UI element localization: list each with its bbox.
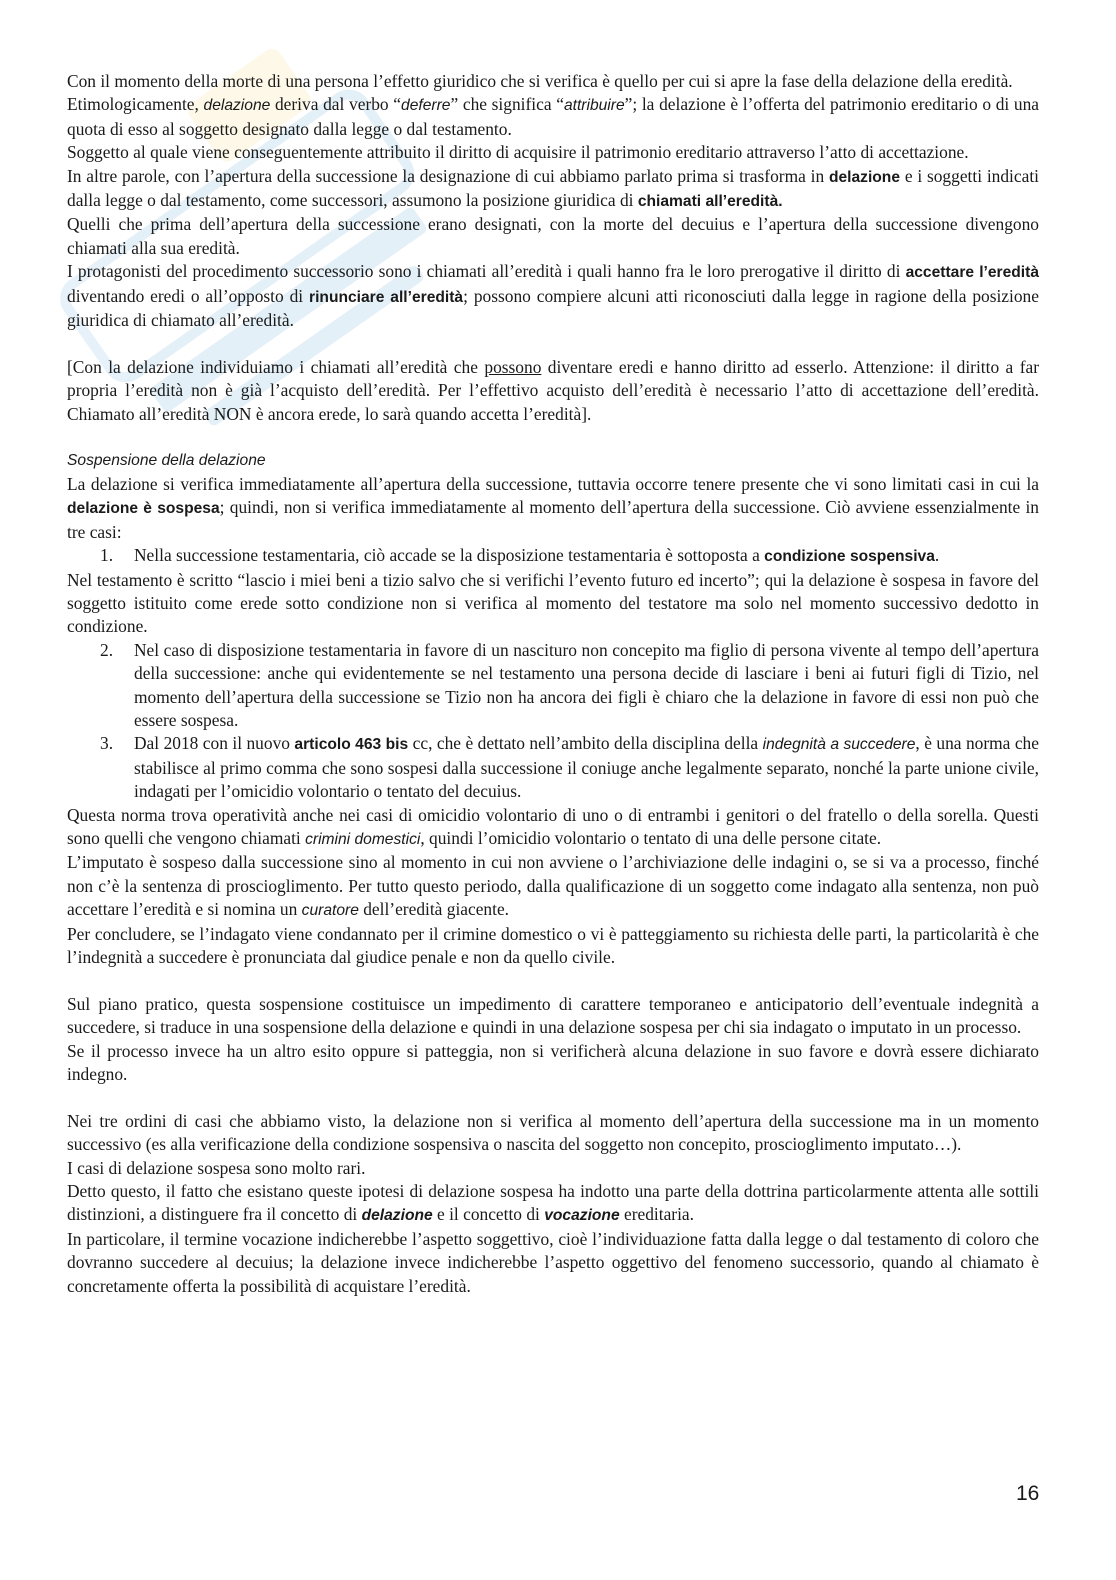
term-delazione-bi: delazione [361,1207,433,1225]
term-vocazione: vocazione [544,1207,620,1225]
document-body [67,70,1039,1298]
term-attribuire: attribuire [563,97,625,115]
numbered-list [67,544,1039,568]
paragraph: In altre parole, con l’apertura della successione la designazione di cui abbiamo parlato prima si trasforma in delazione e i soggetti indicati dalla legge o dal testamento, come successori, assumono la posizione giuridica di chiamati all’eredità. [67,165,1039,211]
term-condizione: condizione sospensiva [764,548,935,566]
paragraph: Soggetto al quale viene conseguentemente attribuito il diritto di acquisire il patrimonio ereditario attraverso l’atto di accettazione. [67,142,969,163]
paragraph: La delazione si verifica immediatamente all’apertura della successione, tuttavia occorre tenere presente che vi sono limitati casi in cui la delazione è sospesa; quindi, non si verifica immediatamente al momento dell’apertura della successione. Ciò avviene essenzialmente in tre casi: [67,473,1040,542]
paragraph: [Con la delazione individuiamo i chiamati all’eredità che possono diventare eredi e hanno diritto ad esserlo. Attenzione: il diritto a far propria l’eredità non è già l’acquisto dell’eredità. Per l’effettivo acquisto dell’eredità è necessario l’atto di accettazione dell’eredità. Chiamato all’eredità NON è ancora erede, lo sarà quando accetta l’eredità]. [67,356,1039,424]
list-item: 1. Nella successione testamentaria, ciò accade se la disposizione testamentaria è sottoposta a condizione sospensiva. [100,545,940,566]
term-crimini: crimini domestici [305,830,421,848]
paragraph: L’imputato è sospeso dalla successione sino al momento in cui non avviene o l’archiviazione delle indagini o, se si va a processo, finché non c’è la sentenza di proscioglimento. Per tutto questo periodo, dalla qualificazione di un soggetto come indagato alla sentenza, non può accettare l’eredità e si nomina un curatore dell’eredità giacente. [67,852,1039,920]
term-accettare: accettare l’eredità [905,264,1039,282]
page-number: 16 [1016,1482,1040,1505]
paragraph: I protagonisti del procedimento successorio sono i chiamati all’eredità i quali hanno fra le loro prerogative il diritto di accettare l’eredità diventando eredi o all’opposto di rinunciare all’eredità; possono compiere alcuni atti riconosciuti dalla legge in ragione della posizione giuridica di chiamato all’eredità. [67,261,1039,331]
term-possono: possono [484,356,542,377]
paragraph: Nel testamento è scritto “lascio i miei beni a tizio salvo che si verifichi l’evento futuro ed incerto”; qui la delazione è sospesa in favore del soggetto istituito come erede sotto condizione non si verifica al momento del testatore ma solo nel momento successivo dedotto in condizione. [67,569,1039,637]
paragraph: Per concludere, se l’indagato viene condannato per il crimine domestico o vi è patteggiamento su richiesta delle parti, la particolarità è che l’indegnità a succedere è pronunciata dal giudice penale e non da quello civile. [67,923,1039,967]
paragraph: Detto questo, il fatto che esistano queste ipotesi di delazione sospesa ha indotto una parte della dottrina particolarmente attenta alle sottili distinzioni, a distinguere fra il concetto di delazione e il concetto di vocazione ereditaria. [67,1181,1039,1225]
term-articolo: articolo 463 bis [294,736,409,754]
paragraph: Etimologicamente, delazione deriva dal verbo “deferre” che significa “attribuire”; la delazione è l’offerta del patrimonio ereditario o di una quota di esso al soggetto designato dalla legge o dal testamento. [67,94,1040,139]
term-chiamati: chiamati all’eredità. [637,193,783,211]
paragraph: Nei tre ordini di casi che abbiamo visto, la delazione non si verifica al momento dell’apertura della successione ma in un momento successivo (es alla verificazione della condizione sospensiva o nascita del soggetto non concepito, proscioglimento imputato…). [67,1110,1039,1155]
list-item: 3. Dal 2018 con il nuovo articolo 463 bis cc, che è dettato nell’ambito della disciplina della indegnità a succedere, è una norma che stabilisce al primo comma che sono sospesi dalla successione il coniuge anche legalmente separato, nonché la parte unione civile, indagati per l’omicidio volontario o tentato del decuius. [100,733,1039,802]
paragraph: Sul piano pratico, questa sospensione costituisce un impedimento di carattere temporaneo e anticipatorio dell’eventuale indegnità a succedere, si traduce in una sospensione della delazione e quindi in una delazione sospesa per chi sia indagato o imputato in un processo. [67,993,1039,1038]
paragraph: I casi di delazione sospesa sono molto rari. [67,1157,366,1178]
term-delazione-sospesa: delazione è sospesa [67,500,220,518]
list-item: 2. Nel caso di disposizione testamentaria in favore di un nascituro non concepito ma figlio di persona vivente al tempo dell’apertura della successione: anche qui evidentemente se nel testamento una persona decide di lasciare i beni ai futuri figli di Tizio, nel momento dell’apertura della successione se Tizio non ha ancora dei figli è chiaro che la delazione in favore di essi non può che essere sospesa. [100,639,1039,730]
paragraph: Questa norma trova operatività anche nei casi di omicidio volontario di uno o di entrambi i genitori o del fratello o della sorella. Questi sono quelli che vengono chiamati crimini domestici, quindi l’omicidio volontario o tentato di una delle persone citate. [67,804,1039,848]
term-delazione: delazione [203,97,271,115]
term-delazione-bold: delazione [828,168,901,186]
term-indegnita: indegnità a succedere [762,736,916,754]
paragraph: Se il processo invece ha un altro esito oppure si patteggia, non si verificherà alcuna delazione in suo favore e dovrà essere dichiarato indegno. [67,1040,1039,1085]
paragraph: Quelli che prima dell’apertura della successione erano designati, con la morte del decuius e l’apertura della successione divengono chiamati alla sua eredità. [67,214,1039,258]
paragraph: Con il momento della morte di una persona l’effetto giuridico che si verifica è quello per cui si apre la fase della delazione della eredità. [67,71,1013,91]
paragraph: In particolare, il termine vocazione indicherebbe l’aspetto soggettivo, cioè l’individuazione fatta dalla legge o dal testamento di coloro che dovranno succedere al decuius; la delazione invece indicherebbe l’aspetto oggettivo del fenomeno successorio, quando al chiamato è concretamente offerta la possibilità di acquistare l’eredità. [67,1228,1039,1296]
section-heading: Sospensione della delazione [67,452,266,470]
term-curatore: curatore [301,902,359,920]
term-deferre: deferre [401,97,451,115]
term-rinunciare: rinunciare all’eredità [309,288,464,306]
numbered-list [67,639,1039,804]
